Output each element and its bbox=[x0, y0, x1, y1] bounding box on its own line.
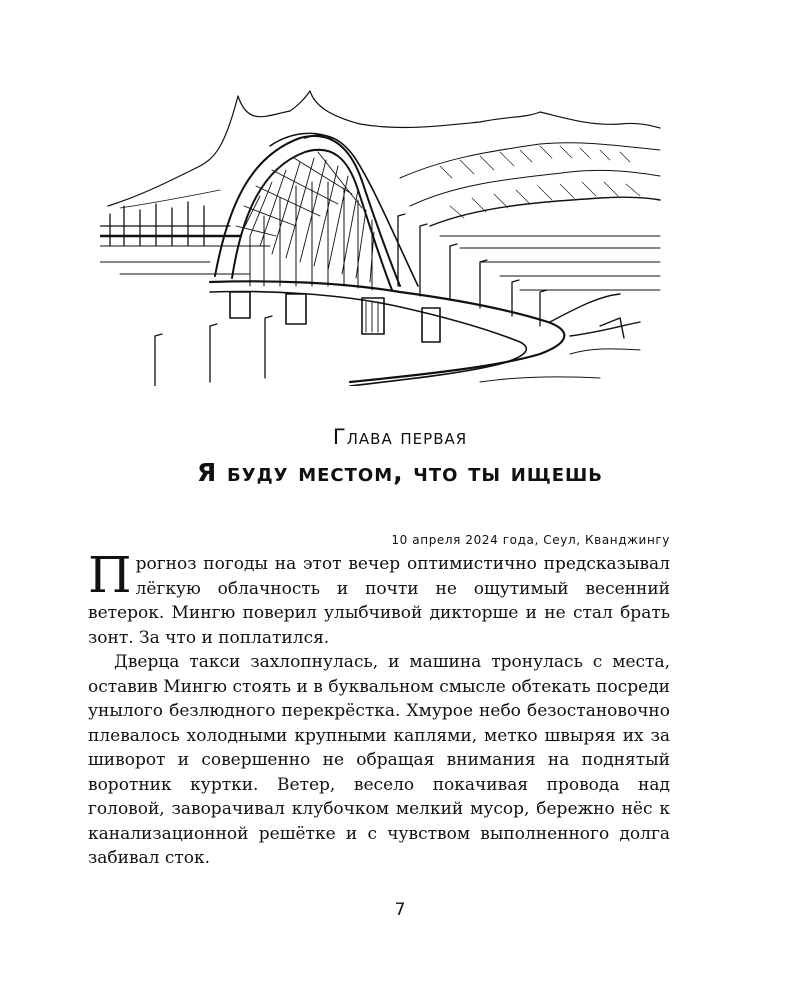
bridge-arch bbox=[215, 133, 418, 290]
page-number: 7 bbox=[394, 900, 406, 920]
bridge-hangers bbox=[250, 182, 372, 290]
bridge-piers bbox=[230, 292, 440, 342]
paragraph-1-text: рогноз погоды на этот вечер оптимистично предсказывал лёгкую облачность и почти не ощутимый весенний ветерок. Мингю поверил улыбчивой дикторше и не стал брать зонт. За что и поплатился. bbox=[88, 554, 670, 648]
body-text bbox=[88, 546, 670, 871]
paragraph-2: Дверца такси захлопнулась, и машина тронулась с места, оставив Мингю стоять и в буквальном смысле обтекать посреди унылого безлюдного перекрёстка. Хмурое небо безостановочно плевалось холодными крупными каплями, метко швыряя их за шиворот и совершенно не обращая внимания на поднятый воротник куртки. Ветер, весело покачивая провода над головой, заворачивал клубочком мелкий мусор, бережно нёс к канализационной решётке и с чувством выполненного долга забивал сток. bbox=[88, 652, 670, 868]
drop-cap: П bbox=[88, 546, 132, 604]
chapter-title: Я буду местом, что ты ищешь bbox=[197, 458, 603, 487]
mountain-range bbox=[108, 91, 660, 226]
paragraph-1 bbox=[88, 546, 670, 650]
chapter-label: Глава первая bbox=[332, 425, 468, 449]
water-lines bbox=[100, 236, 660, 290]
bridge-illustration bbox=[100, 86, 662, 386]
left-shore bbox=[100, 202, 240, 246]
bridge-deck bbox=[210, 281, 620, 386]
bridge-lattice bbox=[236, 152, 374, 282]
mountain-shading bbox=[440, 146, 640, 218]
lamp-posts bbox=[155, 214, 547, 386]
dateline: 10 апреля 2024 года, Сеул, Кванджингу bbox=[391, 533, 670, 547]
